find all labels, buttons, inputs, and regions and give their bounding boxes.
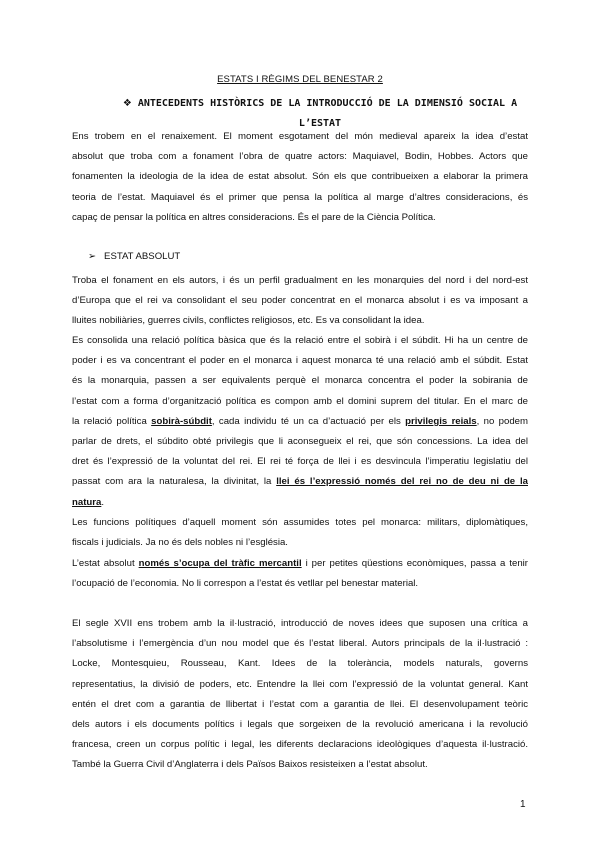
emphasis-sovereign-subject: sobirà-súbdit <box>151 415 212 427</box>
text-line: fiscals i judicials. Ja no és dels nobles ni l’església. <box>72 537 288 549</box>
text-line: dret és l’expressió de la voluntat del rei. El rei té força de llei i es desvincula l’imperatiu legislatiu del <box>72 456 528 468</box>
text-line: francesa, creen un corpus polític i legal, les diferents declaracions ideològiques d’aquesta il·lustració. <box>72 739 528 751</box>
intro-line: fonamenten la ideologia de la idea de estat absolut. Són els que contribueixen a elaborar la primera <box>72 171 528 183</box>
text-line: d’Europa que el rei va consolidant el seu poder concentrat en el monarca absolut i es va imposant a <box>72 295 528 307</box>
emphasis-nature: natura <box>72 496 102 508</box>
text-line: natura. <box>72 496 104 508</box>
intro-line: absolut que troba com a fonament l’obra de quatre actors: Maquiavel, Bodin, Hobbes. Actors que <box>72 151 528 163</box>
text-line: representatius, la divisió de poders, etc. Entendre la llei com l’expressió de la voluntat general. Kant <box>72 678 528 690</box>
body-paragraph-2 <box>72 331 528 513</box>
text-line: la relació política sobirà-súbdit, cada individu té un ca d’actuació per els privilegis reials, no podem <box>72 415 529 427</box>
emphasis-law-expression: llei és l’expressió només del rei no de deu ni de la <box>276 476 528 488</box>
page-number: 1 <box>520 799 526 810</box>
text-line: lluites nobiliàries, guerres civils, conflictes religiosos, etc. Es va consolidant la idea. <box>72 315 425 327</box>
document-header: ESTATS I RÈGIMS DEL BENESTAR 2 <box>217 74 383 85</box>
text-line: dels autors i els documents polítics i legals que sorgeixen de la revolució americana i la revolució <box>72 719 528 731</box>
section-title-line-2: L’ESTAT <box>298 118 342 129</box>
text-line: El segle XVII ens trobem amb la il·lustració, introducció de noves idees que suposen una crítica a <box>72 618 528 629</box>
body-paragraph-5 <box>72 614 528 776</box>
text-line: Es consolida una relació política bàsica que és la relació entre el sobirà i el súbdit. Hi ha un centre de <box>72 335 528 346</box>
text-line: parlar de drets, el súbdito obté privilegis que li aconsegueix el rei, que són concessions. La idea del <box>72 436 528 448</box>
text-line: és la monarquia, passen a ser equivalents perquè el monarca concentra el poder la sobirania de <box>72 375 528 387</box>
body-paragraph-4 <box>72 554 528 594</box>
emphasis-mercantile-traffic: només s’ocupa del tràfic mercantil <box>138 558 302 569</box>
text-line: Troba el fonament en els autors, i és un perfil gradualment en les monarquies del nord i del nord-est <box>72 275 528 286</box>
text-line: l’estat com a forma d’organització política es compon amb el domini suprem del titular. En el marc de <box>72 395 528 407</box>
body-paragraph-1 <box>72 271 528 332</box>
text-line: poder i es va concentrant el poder en el monarca i aquest monarca té una relació amb el súbdit. Estat <box>72 355 528 367</box>
body-paragraph-3 <box>72 513 528 553</box>
text-line: entén el dret com a garantia de llibertat i l’estat com a garantia de llei. El desenvolupament teòric <box>72 698 528 710</box>
text-line: l’ocupació de l’economia. No li correspon a l’estat és vetllar pel benestar material. <box>72 578 419 590</box>
text-line: l’absolutisme i l’emergència d’un nou model que és l’estat liberal. Autors principals de la il·lustració : <box>72 638 528 650</box>
intro-paragraph <box>72 127 528 228</box>
arrow-bullet-icon: ➢ <box>88 251 97 262</box>
text-line: Locke, Montesquieu, Rousseau, Kant. Idees de la tolerància, models naturals, governs <box>72 658 528 670</box>
text-line: Les funcions polítiques d’aquell moment són assumides totes pel monarca: militars, diplomàtiques, <box>72 517 528 528</box>
intro-line: capaç de pensar la política en altres consideracions. És el pare de la Ciència Política. <box>72 211 436 223</box>
text-line: També la Guerra Civil d’Anglaterra i dels Països Baixos resisteixen a l’estat absolut. <box>72 759 428 771</box>
subsection-heading <box>88 251 180 262</box>
text-line: passat com ara la naturalesa, la divinitat, la llei és l’expressió només del rei no de deu ni de la <box>72 476 528 488</box>
emphasis-royal-privileges: privilegis reials <box>405 415 477 427</box>
diamond-bullet-icon: ❖ <box>122 98 132 109</box>
section-title-line-1: ❖ ANTECEDENTS HISTÒRICS DE LA INTRODUCCIÓ DE LA DIMENSIÓ SOCIAL A <box>122 98 518 109</box>
intro-line: teoria de l’estat. Maquiavel és el primer que pensa la política al marge d’altres consideracions, és <box>72 191 528 203</box>
subsection-heading-text: ESTAT ABSOLUT <box>104 251 181 262</box>
intro-line: Ens trobem en el renaixement. El moment esgotament del món medieval apareix la idea d’estat <box>72 131 528 142</box>
text-line: L’estat absolut només s’ocupa del tràfic mercantil i per petites qüestions econòmiques, passa a tenir <box>72 558 528 569</box>
